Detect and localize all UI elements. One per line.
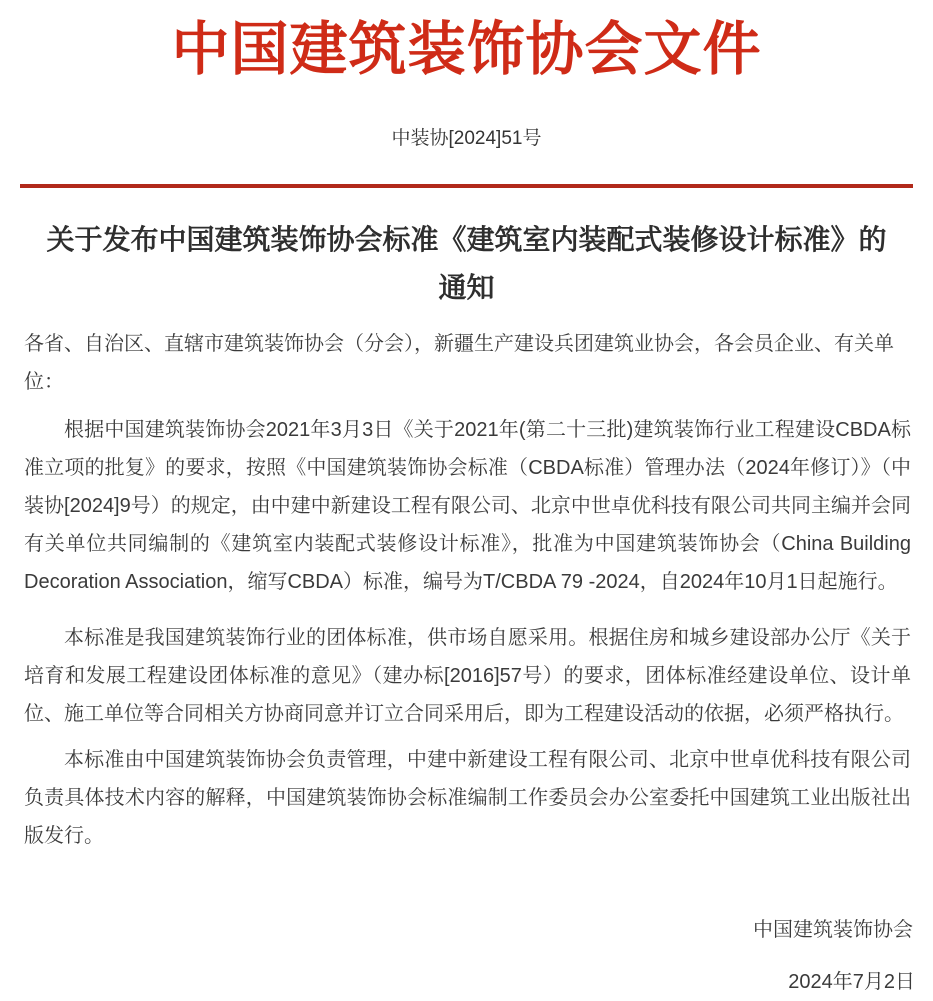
notice-title bbox=[30, 216, 903, 312]
document-number: 中装协[2024]51号 bbox=[391, 128, 542, 149]
body-paragraph-2: 本标准是我国建筑装饰行业的团体标准，供市场自愿采用。根据住房和城乡建设部办公厅《关于培育和发展工程建设团体标准的意见》（建办标[2016]57号）的要求，团体标准经建设单位、设计单位、施工单位等合同相关方协商同意并订立合同采用后，即为工程建设活动的依据，必须严格执行。 bbox=[24, 627, 911, 725]
notice-title-line-2: 通知 bbox=[438, 272, 495, 303]
body-paragraph-1: 根据中国建筑装饰协会2021年3月3日《关于2021年(第二十三批)建筑装饰行业工程建设CBDA标准立项的批复》的要求，按照《中国建筑装饰协会标准（CBDA标准）管理办法（2024年修订）》（中装协[2024]9号）的规定，由中建中新建设工程有限公司、北京中世卓优科技有限公司共同主编并会同有关单位共同编制的《建筑室内装配式装修设计标准》，批准为中国建筑装饰协会（China Building Decoration Association，缩写CBDA）标准，编号为T/CBDA 79 -2024，自2024年10月1日起施行。 bbox=[24, 419, 911, 593]
body-paragraph-3: 本标准由中国建筑装饰协会负责管理，中建中新建设工程有限公司、北京中世卓优科技有限公司负责具体技术内容的解释，中国建筑装饰协会标准编制工作委员会办公室委托中国建筑工业出版社出版发行。 bbox=[24, 749, 911, 847]
notice-title-line-1: 关于发布中国建筑装饰协会标准《建筑室内装配式装修设计标准》的 bbox=[46, 224, 887, 255]
issue-date: 2024年7月2日 bbox=[788, 971, 915, 993]
red-divider-rule bbox=[20, 184, 913, 188]
org-letterhead-title: 中国建筑装饰协会文件 bbox=[171, 17, 762, 82]
issuer-signature: 中国建筑装饰协会 bbox=[753, 919, 913, 941]
salutation-line: 各省、自治区、直辖市建筑装饰协会（分会），新疆生产建设兵团建筑业协会，各会员企业、有关单位： bbox=[24, 333, 894, 393]
